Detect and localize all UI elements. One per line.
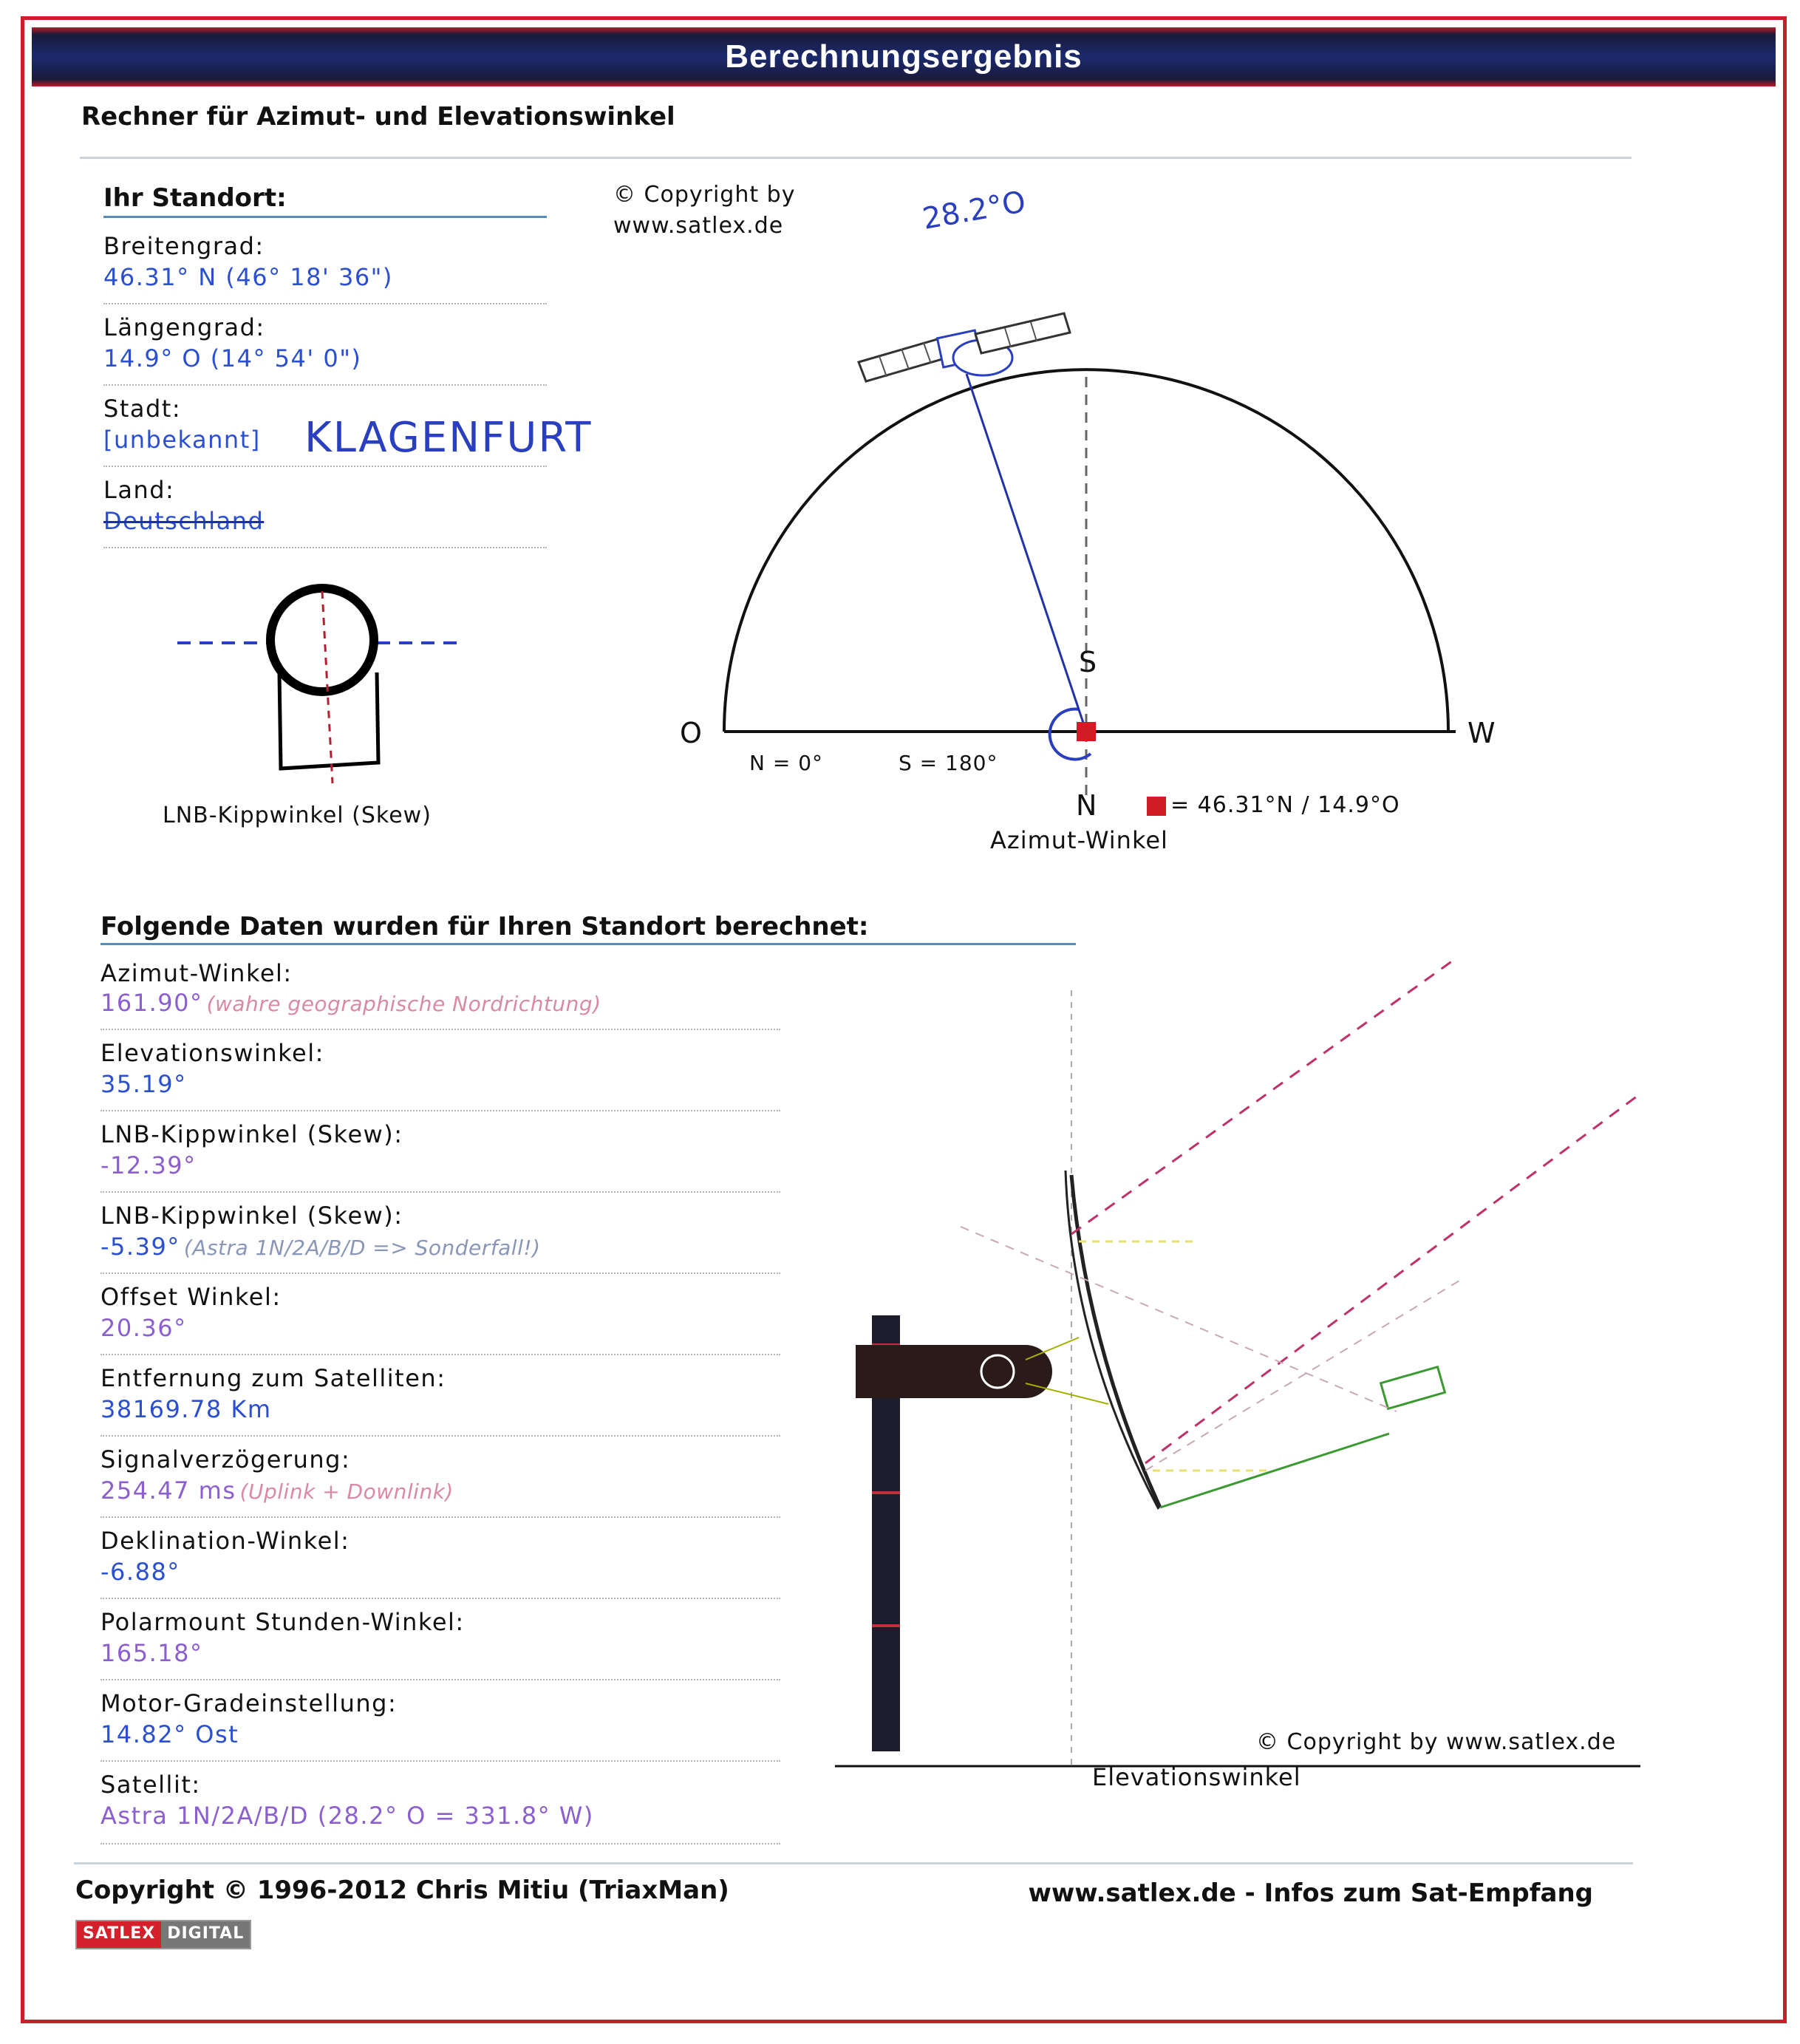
- result-value-satellite: Astra 1N/2A/B/D (28.2° O = 331.8° W): [100, 1802, 594, 1830]
- divider: [100, 1598, 780, 1599]
- divider: [100, 1354, 780, 1355]
- location-marker: [1077, 722, 1096, 741]
- azimuth-label-o: O: [680, 717, 702, 749]
- azimuth-label-n: N: [1076, 789, 1097, 822]
- title-divider: [80, 157, 1632, 159]
- legend-marker: [1147, 797, 1166, 816]
- dish-reflector: [1071, 1175, 1160, 1508]
- azimuth-label-s180: S = 180°: [899, 751, 998, 775]
- result-label-delay: Signalverzögerung:: [100, 1445, 351, 1474]
- divider: [103, 303, 547, 304]
- skew-diagram: [163, 569, 488, 791]
- divider: [103, 384, 547, 386]
- result-label-distance: Entfernung zum Satelliten:: [100, 1364, 446, 1392]
- longitude-label: Längengrad:: [103, 313, 265, 341]
- signal-beam-upper: [1071, 961, 1463, 1234]
- satellite-icon: [859, 313, 1070, 381]
- latitude-value: 46.31° N (46° 18' 36"): [103, 263, 393, 291]
- result-note-skew-special: (Astra 1N/2A/B/D => Sonderfall!): [183, 1236, 541, 1260]
- result-value-skew: -12.39°: [100, 1151, 197, 1179]
- city-value: [unbekannt]: [103, 426, 261, 454]
- result-value-azimuth: 161.90°: [100, 989, 203, 1017]
- divider: [100, 1843, 780, 1844]
- result-value-motor: 14.82° Ost: [100, 1720, 239, 1748]
- elevation-diagram: [828, 961, 1648, 1781]
- azimuth-legend: = 46.31°N / 14.9°O: [1170, 792, 1400, 818]
- lnb-head: [1381, 1367, 1445, 1409]
- result-row-azimuth: [100, 989, 601, 1017]
- country-label: Land:: [103, 476, 175, 504]
- country-value: Deutschland: [103, 507, 265, 535]
- header-title: Berechnungsergebnis: [725, 38, 1083, 75]
- azimuth-label-n0: N = 0°: [749, 751, 824, 775]
- azimuth-copyright-1: © Copyright by: [613, 182, 796, 208]
- handwritten-city: KLAGENFURT: [304, 414, 593, 462]
- azimuth-caption: Azimut-Winkel: [990, 826, 1168, 854]
- result-row-skew-special: [100, 1233, 541, 1261]
- page-title: Rechner für Azimut- und Elevationswinkel: [81, 102, 675, 132]
- satellite-direction-line: [967, 374, 1086, 732]
- latitude-label: Breitengrad:: [103, 232, 265, 260]
- azimuth-label-s: S: [1079, 646, 1097, 678]
- skew-caption: LNB-Kippwinkel (Skew): [163, 803, 432, 828]
- elevation-copyright: © Copyright by www.satlex.de: [1256, 1729, 1617, 1755]
- header-bar: [32, 27, 1776, 86]
- footer-copyright: Copyright © 1996-2012 Chris Mitiu (TriaxMan): [75, 1876, 729, 1905]
- divider: [100, 1110, 780, 1111]
- divider: [100, 1435, 780, 1437]
- location-heading: Ihr Standort:: [103, 183, 287, 213]
- azimuth-copyright-2: www.satlex.de: [613, 213, 784, 239]
- result-value-offset: 20.36°: [100, 1314, 187, 1342]
- longitude-value: 14.9° O (14° 54' 0"): [103, 344, 362, 372]
- result-label-motor: Motor-Gradeinstellung:: [100, 1689, 398, 1717]
- result-label-skew-special: LNB-Kippwinkel (Skew):: [100, 1202, 403, 1230]
- result-value-distance: 38169.78 Km: [100, 1395, 272, 1423]
- result-value-hour-angle: 165.18°: [100, 1639, 203, 1667]
- satlex-logo: [75, 1920, 251, 1949]
- city-label: Stadt:: [103, 395, 182, 423]
- divider: [103, 547, 547, 548]
- azimuth-diagram: [665, 296, 1552, 872]
- handwritten-orbit-position: 28.2°O: [920, 185, 1029, 236]
- logo-text-right: DIGITAL: [161, 1921, 250, 1948]
- results-heading: Folgende Daten wurden für Ihren Standort berechnet:: [100, 912, 869, 941]
- logo-text-left: SATLEX: [77, 1921, 161, 1948]
- result-label-elevation: Elevationswinkel:: [100, 1039, 324, 1067]
- divider: [103, 466, 547, 467]
- result-row-delay: [100, 1476, 454, 1505]
- result-value-declination: -6.88°: [100, 1558, 180, 1586]
- result-label-skew: LNB-Kippwinkel (Skew):: [100, 1120, 403, 1148]
- divider: [100, 1516, 780, 1518]
- result-label-offset: Offset Winkel:: [100, 1283, 282, 1311]
- results-heading-rule: [100, 943, 1076, 945]
- divider: [100, 1760, 780, 1762]
- location-heading-rule: [103, 216, 547, 218]
- footer-divider: [74, 1862, 1633, 1864]
- divider: [100, 1273, 780, 1274]
- footer-site-link[interactable]: www.satlex.de - Infos zum Sat-Empfang: [1028, 1878, 1593, 1908]
- result-value-elevation: 35.19°: [100, 1070, 187, 1098]
- elevation-caption: Elevationswinkel: [1092, 1763, 1301, 1791]
- mount-arm: [856, 1345, 1052, 1398]
- lnb-ring: [270, 588, 374, 692]
- result-label-hour-angle: Polarmount Stunden-Winkel:: [100, 1608, 465, 1636]
- divider: [100, 1191, 780, 1193]
- result-label-satellite: Satellit:: [100, 1771, 201, 1799]
- result-label-azimuth: Azimut-Winkel:: [100, 959, 293, 987]
- result-label-declination: Deklination-Winkel:: [100, 1527, 350, 1555]
- result-value-skew-special: -5.39°: [100, 1233, 180, 1261]
- result-value-delay: 254.47 ms: [100, 1476, 236, 1505]
- divider: [100, 1029, 780, 1030]
- azimuth-label-w: W: [1467, 717, 1496, 749]
- result-note-delay: (Uplink + Downlink): [239, 1479, 454, 1504]
- divider: [100, 1679, 780, 1680]
- result-note-azimuth: (wahre geographische Nordrichtung): [206, 992, 601, 1016]
